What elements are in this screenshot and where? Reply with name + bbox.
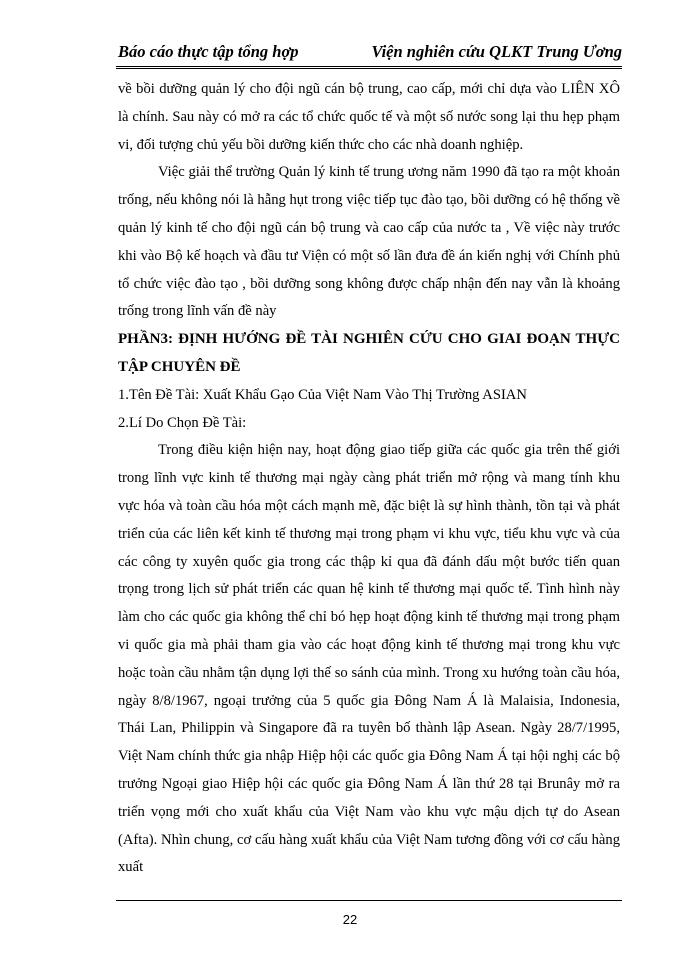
document-body	[118, 76, 620, 882]
footer-divider	[116, 900, 622, 901]
page-number: 22	[342, 912, 358, 927]
header-institute-name: Viện nghiên cứu QLKT Trung Ương	[371, 42, 622, 61]
paragraph-reasoning: Trong điều kiện hiện nay, hoạt động giao tiếp giữa các quốc gia trên thế giới trong lĩnh vực kinh tế thương mại ngày càng phát triển mở rộng và mang tính khu vực hóa và toàn cầu hóa một cách mạnh mẽ, đặc biệt là sự hình thành, tồn tại và phát triển của các liên kết kinh tế thương mại trong phạm vi khu vực, tiểu khu vực và của các công ty xuyên quốc gia trong các thập kỉ qua đã đánh dấu một bước tiến quan trọng trong lịch sử phát triển các quan hệ kinh tế thương mại quốc tế. Tình hình này làm cho các quốc gia không thể chỉ bó hẹp hoạt động kinh tế thương mại trong phạm vi quốc gia mà phải tham gia vào các hoạt động kinh tế thương mại trong khu vực hoặc toàn cầu nhằm tận dụng lợi thế so sánh của mình. Trong xu hướng toàn cầu hóa, ngày 8/8/1967, ngoại trưởng của 5 quốc gia Đông Nam Á là Malaisia, Indonesia, Thái Lan, Philippin và Singapore đã ra tuyên bố thành lập Asean. Ngày 28/7/1995, Việt Nam chính thức gia nhập Hiệp hội các quốc gia Đông Nam Á tại hội nghị các bộ trưởng Ngoại giao Hiệp hội các quốc gia Đông Nam Á lần thứ 28 tại Brunây mở ra triển vọng mới cho xuất khẩu của Việt Nam vào khu vực mậu dịch tự do Asean (Afta). Nhìn chung, cơ cấu hàng xuất khẩu của Việt Nam tương đồng với cơ cấu hàng xuất	[118, 442, 620, 876]
topic-reason-item: 2.Lí Do Chọn Đề Tài:	[118, 414, 247, 431]
page-header	[118, 42, 622, 66]
paragraph-continuation: về bồi dưỡng quản lý cho đội ngũ cán bộ trung, cao cấp, mới chỉ dựa vào LIÊN XÔ là chính. Sau này có mở ra các tổ chức quốc tế và một số nước song lại thu hẹp phạm vi, đối tượng chủ yếu bồi dưỡng kiến thức cho các nhà doanh nghiệp.	[118, 81, 620, 153]
header-report-title: Báo cáo thực tập tổng hợp	[118, 42, 299, 61]
topic-title-item: 1.Tên Đề Tài: Xuất Khẩu Gạo Của Việt Nam Vào Thị Trường ASIAN	[118, 386, 527, 403]
paragraph-dissolution: Việc giải thể trường Quản lý kinh tế trung ương năm 1990 đã tạo ra một khoản trống, nếu không nói là hẫng hụt trong việc tiếp tục đào tạo, bồi dưỡng có hệ thống về quản lý kinh tế cho đội ngũ cán bộ trung và cao cấp của nước ta , Về việc này trước khi vào Bộ kế hoạch và đầu tư Viện có một số lần đưa đề án kiến nghị với Chính phủ tổ chức việc đào tạo , bồi dưỡng song không được chấp nhận đến nay vẫn là khoảng trống trong lĩnh vấn đề này	[118, 164, 620, 320]
section-heading: PHẦN3: ĐỊNH HƯỚNG ĐỀ TÀI NGHIÊN CỨU CHO GIAI ĐOẠN THỰC TẬP CHUYÊN ĐỀ	[118, 331, 620, 375]
header-divider	[116, 66, 622, 69]
